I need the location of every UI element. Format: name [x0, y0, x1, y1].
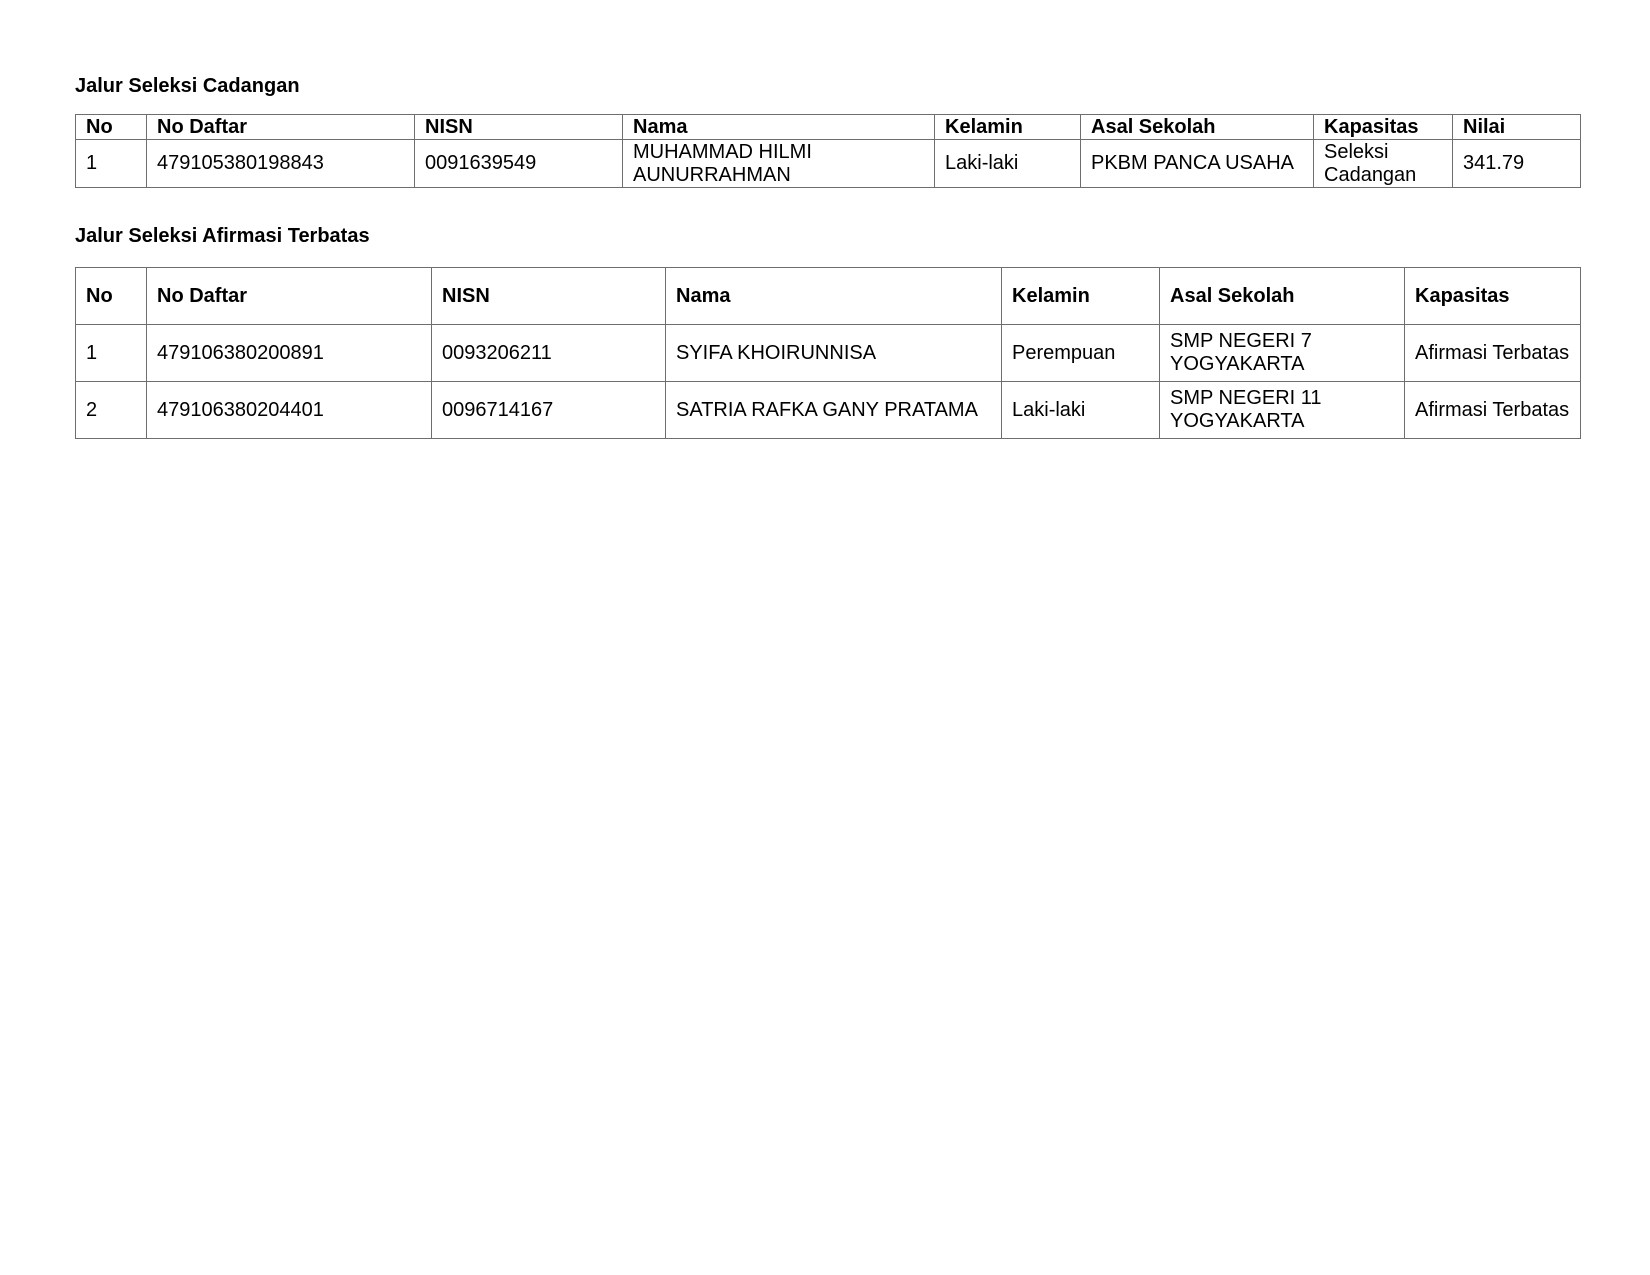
cell-no: 1	[76, 140, 147, 188]
table-row	[76, 382, 1581, 439]
cell-no-daftar: 479106380200891	[147, 325, 432, 382]
header-no-daftar: No Daftar	[147, 268, 432, 325]
header-nilai: Nilai	[1453, 115, 1581, 140]
section-seleksi-cadangan	[75, 74, 1580, 188]
header-no-daftar: No Daftar	[147, 115, 415, 140]
results-table	[75, 267, 1581, 439]
header-nama: Nama	[666, 268, 1002, 325]
cell-nama: SATRIA RAFKA GANY PRATAMA	[666, 382, 1002, 439]
cell-kelamin: Laki-laki	[1002, 382, 1160, 439]
cell-no-daftar: 479106380204401	[147, 382, 432, 439]
cell-kapasitas: Afirmasi Terbatas	[1405, 382, 1581, 439]
cell-nama: MUHAMMAD HILMI AUNURRAHMAN	[623, 140, 935, 188]
cell-asal-sekolah: SMP NEGERI 11 YOGYAKARTA	[1160, 382, 1405, 439]
table-header-row	[76, 268, 1581, 325]
cell-no: 1	[76, 325, 147, 382]
section-seleksi-afirmasi-terbatas	[75, 224, 1580, 439]
cell-nisn: 0091639549	[415, 140, 623, 188]
cell-kapasitas: Seleksi Cadangan	[1314, 140, 1453, 188]
table-row	[76, 325, 1581, 382]
header-asal-sekolah: Asal Sekolah	[1160, 268, 1405, 325]
cell-asal-sekolah: PKBM PANCA USAHA	[1081, 140, 1314, 188]
header-kelamin: Kelamin	[935, 115, 1081, 140]
table-header-row	[76, 115, 1581, 140]
cell-kapasitas: Afirmasi Terbatas	[1405, 325, 1581, 382]
cell-nilai: 341.79	[1453, 140, 1581, 188]
header-kapasitas: Kapasitas	[1405, 268, 1581, 325]
cell-kelamin: Perempuan	[1002, 325, 1160, 382]
header-no: No	[76, 268, 147, 325]
cell-no: 2	[76, 382, 147, 439]
header-asal-sekolah: Asal Sekolah	[1081, 115, 1314, 140]
table-row	[76, 140, 1581, 188]
cell-asal-sekolah: SMP NEGERI 7 YOGYAKARTA	[1160, 325, 1405, 382]
header-nisn: NISN	[432, 268, 666, 325]
cell-nama: SYIFA KHOIRUNNISA	[666, 325, 1002, 382]
results-table	[75, 114, 1581, 188]
cell-kelamin: Laki-laki	[935, 140, 1081, 188]
cell-nisn: 0093206211	[432, 325, 666, 382]
document-page	[75, 74, 1580, 439]
header-nama: Nama	[623, 115, 935, 140]
header-no: No	[76, 115, 147, 140]
section-title: Jalur Seleksi Cadangan	[75, 75, 300, 97]
cell-nisn: 0096714167	[432, 382, 666, 439]
header-nisn: NISN	[415, 115, 623, 140]
header-kelamin: Kelamin	[1002, 268, 1160, 325]
header-kapasitas: Kapasitas	[1314, 115, 1453, 140]
cell-no-daftar: 479105380198843	[147, 140, 415, 188]
section-title: Jalur Seleksi Afirmasi Terbatas	[75, 225, 370, 247]
